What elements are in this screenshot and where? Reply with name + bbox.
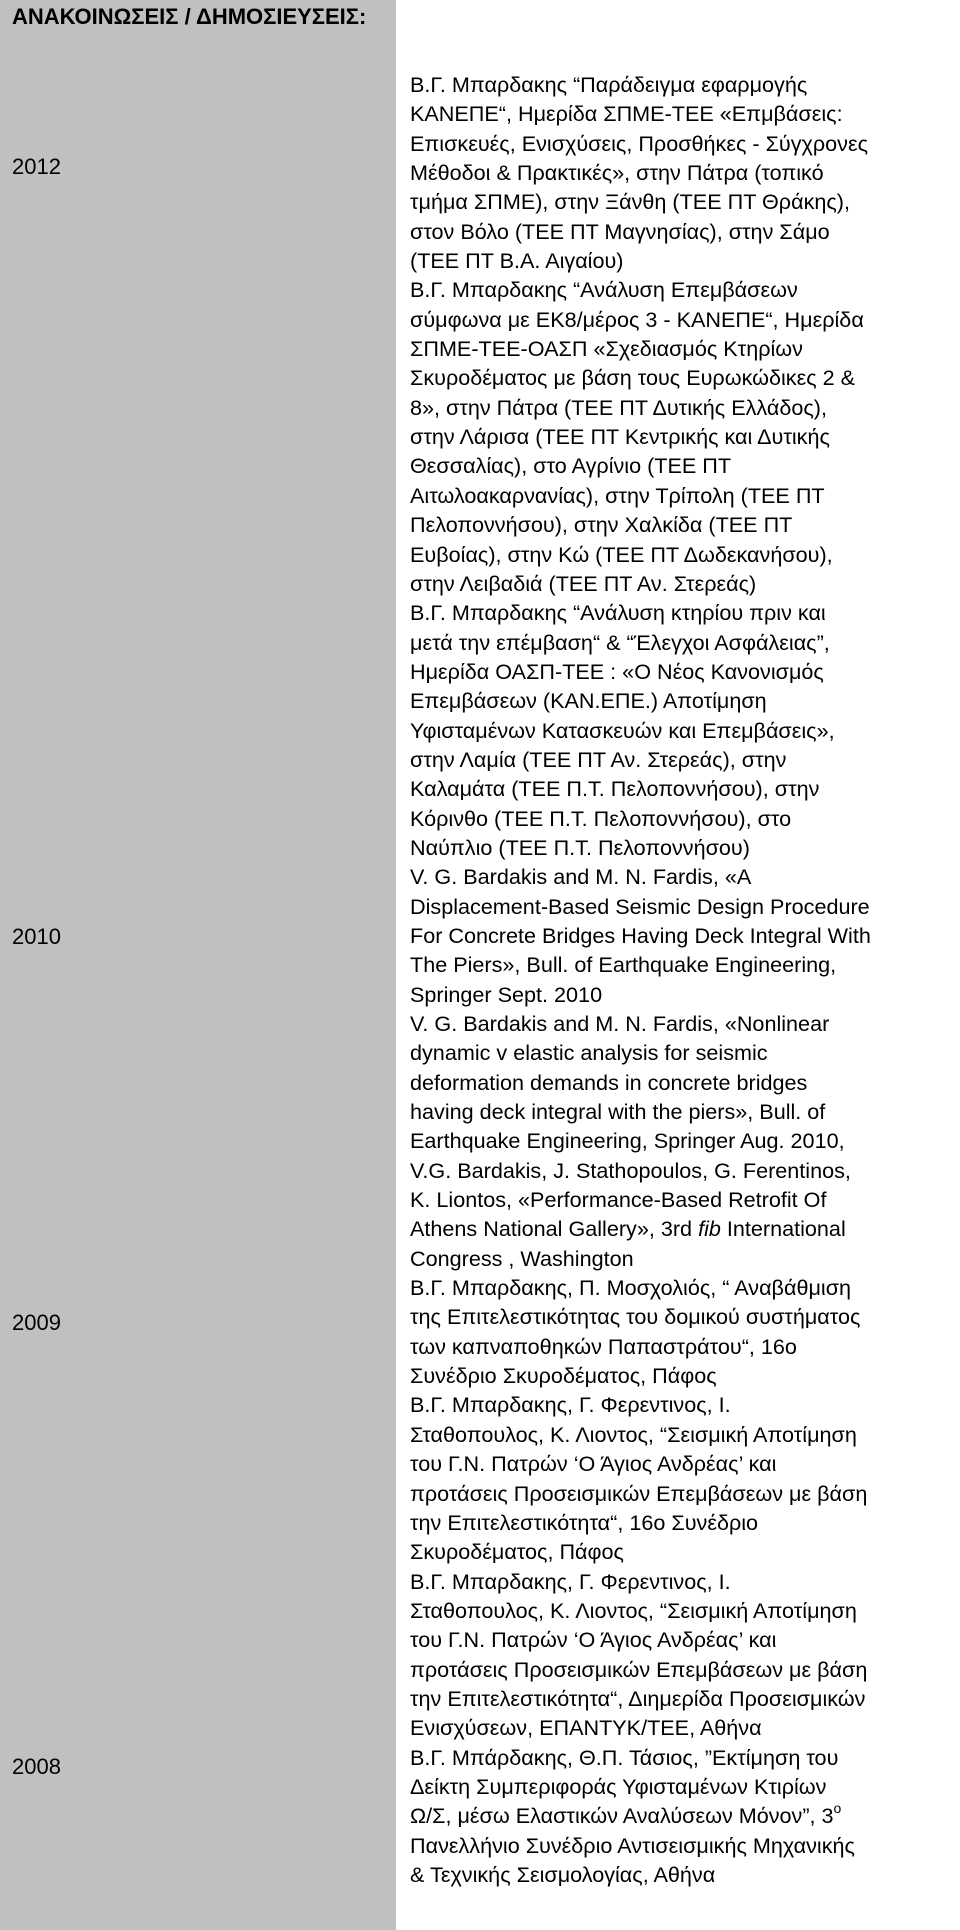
publication-entry: V. G. Bardakis and M. N. Fardis, «A Displacement-Based Seismic Design Procedure For Concrete Bridges Having Deck Integral With The Piers», Bull. of Earthquake Engineering, Springer Sept. 2010 — [410, 864, 871, 1007]
section-heading: ΑΝΑΚΟΙΝΩΣΕΙΣ / ΔΗΜΟΣΙΕΥΣΕΙΣ: — [12, 4, 367, 29]
publication-list — [410, 70, 958, 1889]
publication-entry: Β.Γ. Μπαρδακης, Π. Μοσχολιός, “ Αναβάθμιση της Επιτελεστικότητας του δομικού συστήματος των καπναποθηκών Παπαστράτου“, 16ο Συνέδριο Σκυροδέματος, Πάφος — [410, 1275, 861, 1389]
publication-entry: Β.Γ. Μπαρδακης “Παράδειγμα εφαρμογής ΚΑΝΕΠΕ“, Ημερίδα ΣΠΜΕ-ΤΕΕ «Επμβάσεις: Επισκευές, Ενισχύσεις, Προσθήκες - Σύγχρονες Μέθοδοι & Πρακτικές», στην Πάτρα (τοπικό τμήμα ΣΠΜΕ), στην Ξάνθη (ΤΕΕ ΠΤ Θράκης), στον Βόλο (ΤΕΕ ΠΤ Μαγνησίας), στην Σάμο (ΤΕΕ ΠΤ Β.Α. Αιγαίου) — [410, 72, 868, 274]
publication-entry: Β.Γ. Μπαρδακης “Ανάλυση Επεμβάσεων σύμφωνα με ΕΚ8/μέρος 3 - ΚΑΝΕΠΕ“, Ημερίδα ΣΠΜΕ-ΤΕΕ-ΟΑΣΠ «Σχεδιασμός Κτηρίων Σκυροδέματος με βάση τους Ευρωκώδικες 2 & 8», στην Πάτρα (ΤΕΕ ΠΤ Δυτικής Ελλάδος), στην Λάρισα (ΤΕΕ ΠΤ Κεντρικής και Δυτικής Θεσσαλίας), στο Αγρίνιο (ΤΕΕ ΠΤ Αιτωλοακαρνανίας), στην Τρίπολη (ΤΕΕ ΠΤ Πελοποννήσου), στην Χαλκίδα (ΤΕΕ ΠΤ Ευβοίας), στην Κώ (ΤΕΕ ΠΤ Δωδεκανήσου), στην Λειβαδιά (ΤΕΕ ΠΤ Αν. Στερεάς) — [410, 277, 864, 596]
entry-text: V.G. Bardakis, J. Stathopoulos, G. Ferentinos, K. Liontos, «Performance-Based Retrofit Of Athens National Gallery», 3rd — [410, 1157, 851, 1242]
year-label-2012: 2012 — [12, 154, 61, 179]
year-column — [0, 0, 396, 1930]
year-label-2009: 2009 — [12, 1310, 61, 1335]
entry-text: Πανελλήνιο Συνέδριο Αντισεισμικής Μηχανικής & Τεχνικής Σεισμολογίας, Αθήνα — [410, 1832, 855, 1887]
publication-entry — [410, 1743, 958, 1890]
publication-entry: Β.Γ. Μπαρδακης “Ανάλυση κτηρίου πριν και μετά την επέμβαση“ & “Έλεγχοι Ασφάλειας”, Ημερίδα ΟΑΣΠ-ΤΕΕ : «Ο Νέος Κανονισμός Επεμβάσεων (ΚΑΝ.ΕΠΕ.) Αποτίμηση Υφισταμένων Κατασκευών και Επεμβάσεις», στην Λαμία (ΤΕΕ ΠΤ Αν. Στερεάς), στην Καλαμάτα (ΤΕΕ Π.Τ. Πελοποννήσου), στην Κόρινθο (ΤΕΕ Π.Τ. Πελοποννήσου), στο Ναύπλιο (ΤΕΕ Π.Τ. Πελοποννήσου) — [410, 600, 835, 860]
entry-text: Β.Γ. Μπάρδακης, Θ.Π. Τάσιος, ”Εκτίμηση του Δείκτη Συμπεριφοράς Υφισταμένων Κτιρίων Ω/Σ, μέσω Ελαστικών Αναλύσεων Μόνον”, 3 — [410, 1744, 839, 1829]
publication-entry — [410, 1156, 958, 1273]
entry-superscript: ο — [833, 1800, 842, 1817]
publication-entry: V. G. Bardakis and M. N. Fardis, «Nonlinear dynamic v elastic analysis for seismic deformation demands in concrete bridges having deck integral with the piers», Bull. of Earthquake Engineering, Springer Aug. 2010, — [410, 1011, 845, 1154]
entry-italic-text: fib — [698, 1216, 721, 1242]
year-label-2008: 2008 — [12, 1754, 61, 1779]
entry-text: International Congress , Washington — [410, 1216, 846, 1271]
year-label-2010: 2010 — [12, 924, 61, 949]
publication-entry: Β.Γ. Μπαρδακης, Γ. Φερεντινος, Ι. Σταθοπουλος, Κ. Λιοντος, “Σεισμική Αποτίμηση του Γ.Ν. Πατρών ‘Ο Άγιος Ανδρέας’ και προτάσεις Προσεισμικών Επεμβάσεων με βάση την Επιτελεστικότητα“, 16ο Συνέδριο Σκυροδέματος, Πάφος — [410, 1392, 868, 1565]
publication-entry: Β.Γ. Μπαρδακης, Γ. Φερεντινος, Ι. Σταθοπουλος, Κ. Λιοντος, “Σεισμική Αποτίμηση του Γ.Ν. Πατρών ‘Ο Άγιος Ανδρέας’ και προτάσεις Προσεισμικών Επεμβάσεων με βάση την Επιτελεστικότητα“, Διημερίδα Προσεισμικών Ενισχύσεων, ΕΠΑΝΤΥΚ/ΤΕΕ, Αθήνα — [410, 1568, 868, 1741]
